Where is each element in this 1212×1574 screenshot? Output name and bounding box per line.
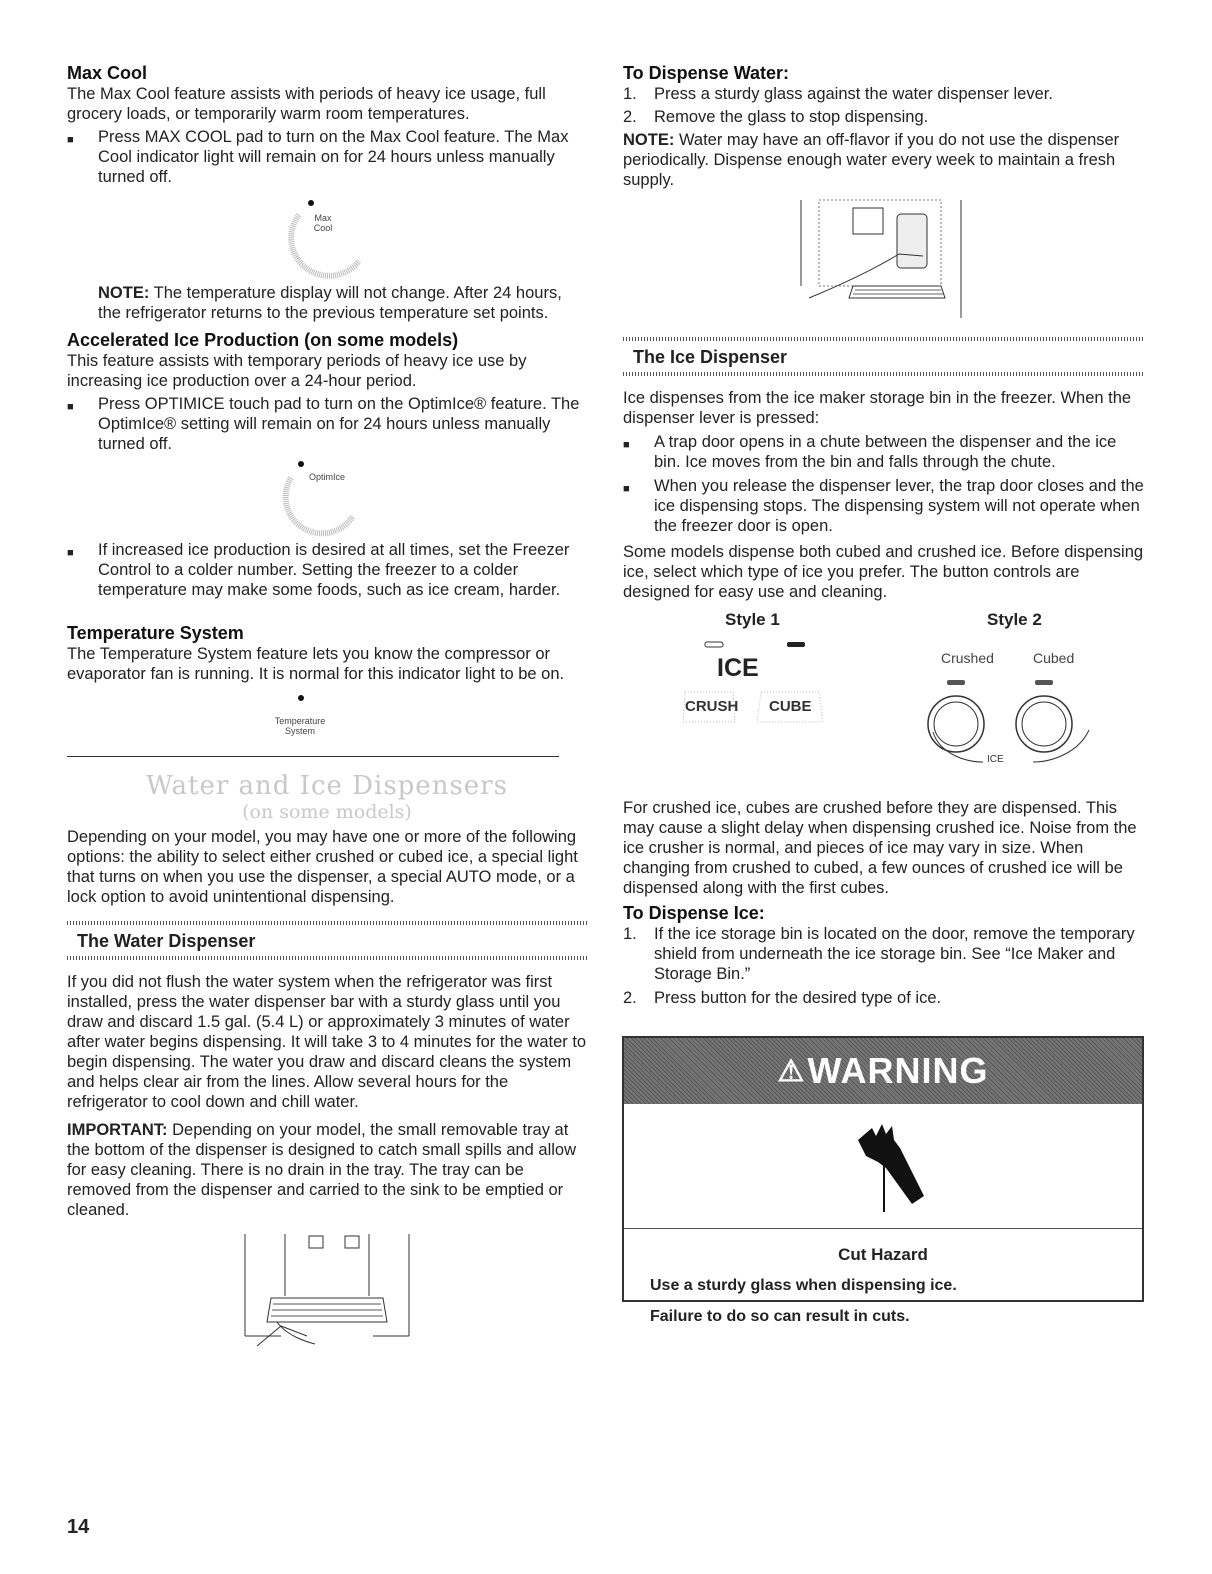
warning-box: [622, 1036, 1144, 1325]
water-dispenser-rule-bottom: [67, 956, 587, 960]
right-column: [623, 62, 1145, 1008]
ice-dispenser-bullet-1: ■ A trap door opens in a chute between the dispenser and the ice bin. Ice moves from the bin and falls through the chute.: [623, 433, 1117, 471]
temp-system-figure: [67, 684, 587, 754]
optimice-icon-label: OptimIce: [309, 472, 346, 482]
dispense-water-step-1: 1. Press a sturdy glass against the water dispenser lever.: [623, 85, 1053, 103]
max-cool-intro: The Max Cool feature assists with periods of heavy ice usage, full grocery loads, or temporarily warm room temperatures.: [67, 85, 546, 123]
temp-system-icon-label-2: System: [284, 726, 315, 736]
ice-dispenser-rule-bottom: [623, 372, 1145, 376]
style-2-cubed-label: Cubed: [1033, 650, 1075, 666]
temp-system-text: The Temperature System feature lets you know the compressor or evaporator fan is running. It is normal for this indicator light to be on.: [67, 645, 565, 683]
accelerated-heading: Accelerated Ice Production (on some models): [67, 330, 459, 350]
water-dispense-illustration: [623, 194, 1145, 318]
style-1-cube-button[interactable]: CUBE: [769, 698, 812, 715]
style-2-cubed-button[interactable]: [1017, 696, 1073, 752]
accelerated-intro: This feature assists with temporary periods of heavy ice use by increasing ice production over a 24-hour period.: [67, 352, 527, 390]
section-divider: [67, 756, 559, 757]
bullet-square-icon: ■: [67, 134, 74, 146]
ice-dispenser-heading: The Ice Dispenser: [633, 347, 788, 367]
warning-triangle-icon: ⚠: [777, 1054, 806, 1088]
accelerated-bullet-1: ■ Press OPTIMICE touch pad to turn on the OptimIce® feature. The OptimIce® setting will remain on for 24 hours unless manually turned off.: [67, 395, 580, 453]
style-2-ice-label: ICE: [987, 754, 1004, 765]
style-1-label: Style 1: [725, 610, 780, 629]
cut-hazard-pictogram: [624, 1104, 1142, 1229]
warning-line-2: Failure to do so can result in cuts.: [650, 1308, 910, 1325]
warning-text: [624, 1229, 1142, 1332]
dispense-water-note: NOTE: Water may have an off-flavor if you do not use the dispenser periodically. Dispense enough water every week to maintain a fresh supply.: [623, 131, 1120, 189]
max-cool-icon-label-2: Cool: [313, 223, 333, 233]
dispense-water-heading: To Dispense Water:: [623, 63, 790, 83]
max-cool-indicator-icon: [67, 187, 587, 283]
max-cool-figure: [67, 187, 587, 283]
style-1-ice-label: ICE: [717, 654, 759, 682]
dispense-water-step-2: 2. Remove the glass to stop dispensing.: [623, 108, 929, 126]
page-number: 14: [67, 1516, 90, 1538]
water-dispenser-heading: The Water Dispenser: [77, 931, 256, 951]
bullet-square-icon: ■: [67, 401, 74, 413]
left-column: [67, 62, 587, 1361]
style-2-crushed-button[interactable]: [929, 696, 985, 752]
ice-dispenser-p2: Some models dispense both cubed and crushed ice. Before dispensing ice, select which type of ice you prefer. The button controls are designed for easy use and cleaning.: [623, 543, 1144, 601]
warning-banner: [624, 1038, 1142, 1104]
dispense-ice-step-2: 2. Press button for the desired type of ice.: [623, 989, 942, 1007]
bullet-square-icon: ■: [623, 439, 630, 451]
water-dispenser-important: IMPORTANT: Depending on your model, the small removable tray at the bottom of the dispenser is designed to catch small spills and allow for easy cleaning. There is no drain in the tray. The tray can be removed from the dispenser and carried to the sink to be emptied or cleaned.: [67, 1121, 577, 1219]
warning-line-1: Use a sturdy glass when dispensing ice.: [650, 1277, 957, 1294]
drip-tray-illustration: [67, 1226, 587, 1356]
temp-system-heading: Temperature System: [67, 623, 244, 643]
max-cool-heading: Max Cool: [67, 63, 148, 83]
dispensers-subtitle: (on some models): [242, 801, 412, 823]
dispensers-title: Water and Ice Dispensers: [146, 771, 508, 801]
dispense-ice-step-1: 1. If the ice storage bin is located on the door, remove the temporary shield from underneath the ice storage bin. See “Ice Maker and Storage Bin.”: [623, 925, 1135, 983]
style-2-label: Style 2: [987, 610, 1042, 629]
bullet-square-icon: ■: [623, 483, 630, 495]
temp-system-indicator-icon: [67, 684, 587, 714]
max-cool-bullet: ■ Press MAX COOL pad to turn on the Max Cool feature. The Max Cool indicator light will remain on for 24 hours unless manually turned off.: [67, 128, 569, 186]
max-cool-icon-label-1: Max: [314, 213, 332, 223]
cut-hand-icon: [838, 1118, 928, 1214]
dispense-ice-heading: To Dispense Ice:: [623, 903, 765, 923]
max-cool-note: NOTE: The temperature display will not change. After 24 hours, the refrigerator returns to the previous temperature set points.: [98, 284, 562, 322]
bullet-square-icon: ■: [67, 547, 74, 559]
warning-hazard: Cut Hazard: [838, 1245, 928, 1264]
dispensers-intro: Depending on your model, you may have one or more of the following options: the ability to select either crushed or cubed ice, a special light that turns on when you use the dispenser, a special AUTO mode, or a lock option to avoid unintentional dispensing.: [67, 828, 578, 906]
optimice-indicator-icon: [67, 454, 587, 540]
water-dispenser-p1: If you did not flush the water system when the refrigerator was first installed, press the water dispenser bar with a sturdy glass until you draw and discard 1.5 gal. (5.4 L) or approximately 3 minutes of water after water begins dispensing. It will take 3 to 4 minutes for the water to begin dispensing. The water you draw and discard cleans the system and helps clear air from the lines. Allow several hours for the refrigerator to cool down and chill water.: [67, 973, 587, 1111]
warning-title: WARNING: [807, 1050, 989, 1091]
accelerated-bullet-2: ■ If increased ice production is desired at all times, set the Freezer Control to a colder number. Setting the freezer to a colder temperature may make some foods, such as ice cream, harder.: [67, 541, 570, 599]
temp-system-icon-label-1: Temperature: [274, 716, 326, 726]
ice-control-styles-figure: [623, 602, 1145, 798]
style-1-crush-button[interactable]: CRUSH: [685, 698, 739, 715]
style-2-crushed-label: Crushed: [941, 650, 994, 666]
ice-dispenser-bullet-2: ■ When you release the dispenser lever, the trap door closes and the ice dispensing stops. The dispensing system will not operate when the freezer door is open.: [623, 477, 1144, 535]
optimice-figure: [67, 454, 587, 540]
ice-dispenser-p3: For crushed ice, cubes are crushed before they are dispensed. This may cause a slight delay when dispensing crushed ice. Noise from the ice crusher is normal, and pieces of ice may vary in size. When changing from crushed to cubed, a few ounces of crushed ice will be dispensed along with the first cubes.: [623, 799, 1137, 897]
ice-dispenser-intro: Ice dispenses from the ice maker storage bin in the freezer. When the dispenser lever is pressed:: [623, 389, 1132, 427]
